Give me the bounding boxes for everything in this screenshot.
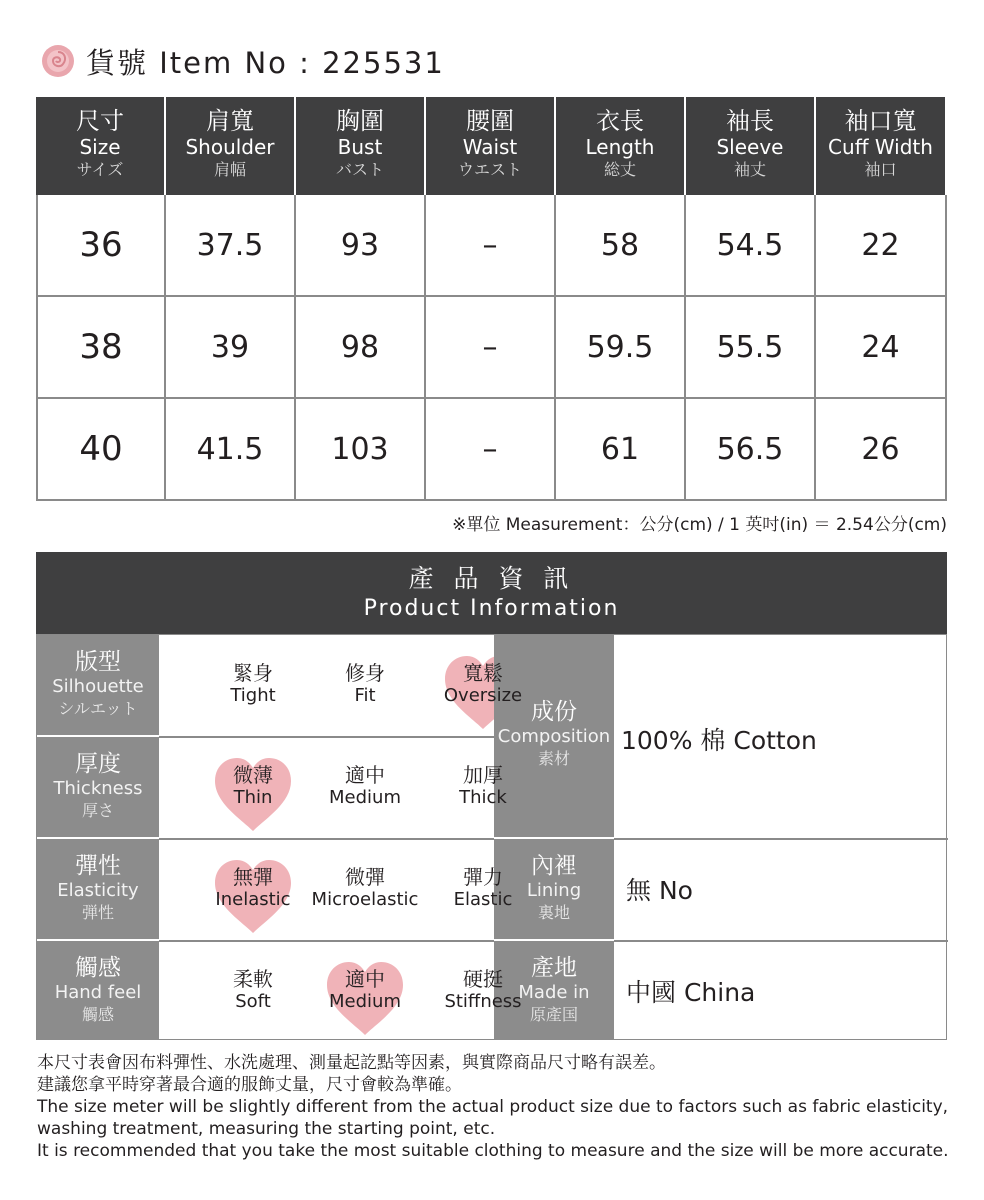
attribute-label-en: Silhouette xyxy=(52,676,144,697)
measurement-cell: 98 xyxy=(296,297,426,399)
column-header-en: Length xyxy=(585,135,655,159)
column-header xyxy=(166,97,296,195)
column-header-jp: サイズ xyxy=(76,160,124,179)
size-table xyxy=(36,97,947,501)
row-divider xyxy=(614,940,946,942)
option-label-zh: 無彈 xyxy=(233,865,273,889)
option xyxy=(195,949,311,1035)
option-label-en: Medium xyxy=(329,991,401,1012)
disclaimer-line: washing treatment, measuring the starting point, etc. xyxy=(37,1119,496,1139)
attribute-label-en: Hand feel xyxy=(54,982,142,1003)
product-info-grid xyxy=(36,634,947,1040)
disclaimer xyxy=(37,1052,957,1162)
detail-value: 100% 棉 Cotton xyxy=(621,726,817,755)
size-cell: 36 xyxy=(36,195,166,297)
option-label-en: Thin xyxy=(233,787,273,808)
attribute-label-zh: 彈性 xyxy=(75,853,121,879)
attribute-label-en: Thickness xyxy=(53,778,143,799)
attribute-label-zh: 厚度 xyxy=(75,751,121,777)
measurement-cell: 59.5 xyxy=(556,297,686,399)
option-label-zh: 硬挺 xyxy=(463,967,503,991)
product-info-title-zh: 產 品 資 訊 xyxy=(408,564,575,593)
measurement-cell: 56.5 xyxy=(686,399,816,501)
option-label-en: Thick xyxy=(459,787,507,808)
option-label-zh: 緊身 xyxy=(233,661,273,685)
column-header xyxy=(296,97,426,195)
detail-label-jp: 素材 xyxy=(537,749,570,768)
column-header xyxy=(816,97,947,195)
measurement-cell: 26 xyxy=(816,399,947,501)
column-header-zh: 胸圍 xyxy=(336,107,384,135)
measurement-cell: 54.5 xyxy=(686,195,816,297)
option-label-zh: 適中 xyxy=(345,967,385,991)
column-header xyxy=(556,97,686,195)
column-header-jp: 肩幅 xyxy=(213,160,246,179)
column-header-jp: 総丈 xyxy=(603,160,636,179)
option-label-en: Medium xyxy=(329,787,401,808)
column-header-jp: 袖丈 xyxy=(733,160,766,179)
option-label-en: Microelastic xyxy=(311,889,419,910)
product-info-header xyxy=(36,552,947,634)
option-selected xyxy=(195,847,311,933)
size-cell: 38 xyxy=(36,297,166,399)
column-header-jp: 袖口 xyxy=(864,160,897,179)
option-selected xyxy=(195,745,311,831)
measurement-cell: 37.5 xyxy=(166,195,296,297)
option-label-en: Elastic xyxy=(453,889,513,910)
option-label-zh: 微薄 xyxy=(233,763,273,787)
attribute-label-jp: シルエット xyxy=(58,699,138,718)
column-header xyxy=(36,97,166,195)
column-header-zh: 袖長 xyxy=(726,107,774,135)
measurement-cell: 24 xyxy=(816,297,947,399)
option-label-zh: 修身 xyxy=(345,661,385,685)
product-info-title-en: Product Information xyxy=(363,596,620,621)
option-label-zh: 加厚 xyxy=(463,763,503,787)
option-label-zh: 適中 xyxy=(345,763,385,787)
detail-value: 中國 China xyxy=(626,978,756,1007)
detail-label-en: Lining xyxy=(526,880,582,901)
attribute-label-jp: 弾性 xyxy=(81,903,114,922)
detail-label-zh: 成份 xyxy=(531,699,577,725)
row-divider xyxy=(159,736,495,738)
column-header-jp: バスト xyxy=(335,160,384,179)
column-header-zh: 衣長 xyxy=(596,107,644,135)
option xyxy=(307,643,423,729)
attribute-label-zh: 觸感 xyxy=(75,955,121,981)
option-label-zh: 彈力 xyxy=(463,865,503,889)
attribute-label xyxy=(37,941,159,1040)
measurement-cell: – xyxy=(426,399,556,501)
detail-label-jp: 裏地 xyxy=(537,903,570,922)
column-header-en: Size xyxy=(79,135,121,159)
column-header-zh: 腰圍 xyxy=(466,107,514,135)
option-selected xyxy=(307,949,423,1035)
column-header-en: Bust xyxy=(337,135,383,159)
item-header xyxy=(40,38,445,84)
attribute-label-en: Elasticity xyxy=(57,880,139,901)
disclaimer-line: It is recommended that you take the most suitable clothing to measure and the size will be more accurate. xyxy=(37,1141,949,1161)
rose-icon xyxy=(40,43,76,79)
column-header-en: Cuff Width xyxy=(828,135,933,159)
option-label-zh: 微彈 xyxy=(345,865,385,889)
measurement-cell: 93 xyxy=(296,195,426,297)
measurement-cell: 55.5 xyxy=(686,297,816,399)
option-label-en: Fit xyxy=(354,685,376,706)
column-header xyxy=(426,97,556,195)
measurement-cell: 41.5 xyxy=(166,399,296,501)
measurement-cell: – xyxy=(426,195,556,297)
option-label-en: Soft xyxy=(235,991,271,1012)
detail-label-jp: 原產国 xyxy=(529,1005,578,1024)
detail-label-zh: 產地 xyxy=(531,955,577,981)
measurement-cell: 103 xyxy=(296,399,426,501)
attribute-label xyxy=(37,635,159,737)
measurement-unit-note: ※單位 Measurement：公分(cm) / 1 英吋(in) ＝ 2.54公分(cm) xyxy=(452,515,947,535)
detail-label-en: Composition xyxy=(497,726,611,747)
option-label-zh: 寬鬆 xyxy=(463,661,503,685)
attribute-label xyxy=(37,839,159,941)
option-label-en: Inelastic xyxy=(215,889,291,910)
row-divider xyxy=(614,838,946,840)
size-cell: 40 xyxy=(36,399,166,501)
item-number-title: 貨號 Item No : 225531 xyxy=(86,45,445,80)
measurement-cell: – xyxy=(426,297,556,399)
option-label-en: Tight xyxy=(230,685,276,706)
attribute-label-jp: 觸感 xyxy=(81,1005,114,1024)
option-label-en: Stiffness xyxy=(444,991,522,1012)
option-label-zh: 柔軟 xyxy=(233,967,273,991)
option-label-en: Oversize xyxy=(443,685,523,706)
option xyxy=(307,847,423,933)
detail-label-en: Made in xyxy=(518,982,590,1003)
column-header xyxy=(686,97,816,195)
column-header-zh: 肩寬 xyxy=(206,107,254,135)
attribute-label xyxy=(37,737,159,839)
column-header-zh: 尺寸 xyxy=(76,107,124,135)
disclaimer-line: 建議您拿平時穿著最合適的服飾丈量，尺寸會較為準確。 xyxy=(37,1075,462,1095)
measurement-cell: 61 xyxy=(556,399,686,501)
column-header-en: Sleeve xyxy=(716,135,784,159)
measurement-cell: 22 xyxy=(816,195,947,297)
attribute-label-zh: 版型 xyxy=(75,649,121,675)
disclaimer-line: The size meter will be slightly different from the actual product size due to factors such as fabric elasticity, xyxy=(37,1097,949,1117)
column-header-en: Shoulder xyxy=(185,135,275,159)
column-header-jp: ウエスト xyxy=(457,160,522,179)
disclaimer-line: 本尺寸表會因布料彈性、水洗處理、測量起訖點等因素，與實際商品尺寸略有誤差。 xyxy=(37,1053,666,1073)
option xyxy=(307,745,423,831)
column-header-zh: 袖口寬 xyxy=(844,107,917,135)
detail-value: 無 No xyxy=(626,876,693,905)
option xyxy=(195,643,311,729)
detail-label-zh: 內裡 xyxy=(531,853,577,879)
attribute-label-jp: 厚さ xyxy=(81,801,114,820)
measurement-cell: 58 xyxy=(556,195,686,297)
measurement-cell: 39 xyxy=(166,297,296,399)
column-header-en: Waist xyxy=(462,135,518,159)
